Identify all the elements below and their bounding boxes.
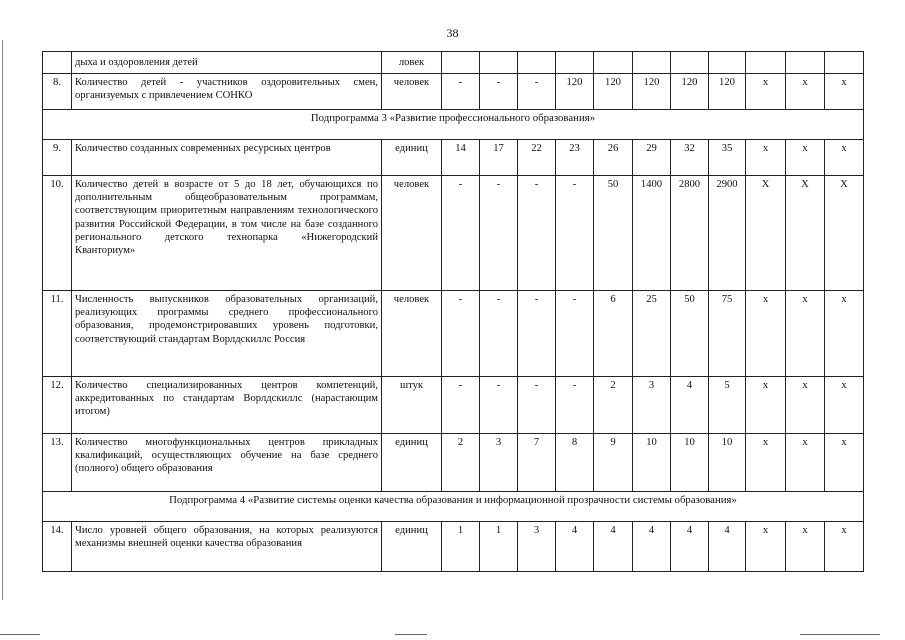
unit-of-measure: единиц — [382, 140, 442, 176]
indicator-value: - — [480, 74, 518, 110]
table-row — [43, 522, 864, 572]
indicator-value: 26 — [594, 140, 633, 176]
indicator-value: х — [786, 377, 825, 434]
indicator-value: х — [746, 140, 786, 176]
indicator-value: х — [786, 140, 825, 176]
indicator-value: - — [556, 176, 594, 291]
indicator-value: х — [825, 291, 864, 377]
indicator-value — [442, 52, 480, 74]
indicator-value: х — [786, 291, 825, 377]
indicator-value: 120 — [709, 74, 746, 110]
indicator-value: х — [825, 377, 864, 434]
indicator-value — [746, 52, 786, 74]
indicator-value — [594, 52, 633, 74]
indicator-value: 4 — [671, 522, 709, 572]
indicator-value: 2900 — [709, 176, 746, 291]
bottom-rule — [0, 634, 40, 635]
indicator-name: Количество многофункциональных центров прикладных квалификаций, осуществляющих обучение на базе среднего (полного) общего образования — [72, 434, 382, 492]
indicator-value: 120 — [671, 74, 709, 110]
table-row — [43, 140, 864, 176]
indicator-value — [518, 52, 556, 74]
indicator-value: - — [556, 291, 594, 377]
indicator-value: 9 — [594, 434, 633, 492]
indicator-value — [709, 52, 746, 74]
indicator-value — [480, 52, 518, 74]
left-margin-mark — [2, 40, 3, 600]
indicator-value: 50 — [671, 291, 709, 377]
indicator-value: - — [518, 377, 556, 434]
indicator-name: Количество детей - участников оздоровительных смен, организуемых с привлечением СОНКО — [72, 74, 382, 110]
indicator-value: 4 — [633, 522, 671, 572]
indicator-value: х — [786, 74, 825, 110]
indicator-value: 3 — [480, 434, 518, 492]
row-number: 8. — [43, 74, 72, 110]
unit-of-measure: ловек — [382, 52, 442, 74]
indicator-value: 1 — [442, 522, 480, 572]
row-number: 12. — [43, 377, 72, 434]
indicator-value: 2800 — [671, 176, 709, 291]
bottom-rule — [395, 634, 427, 635]
indicator-value: 14 — [442, 140, 480, 176]
indicator-value: Х — [746, 176, 786, 291]
indicator-name: Число уровней общего образования, на которых реализуются механизмы внешней оценки качества образования — [72, 522, 382, 572]
indicator-value: - — [442, 74, 480, 110]
page-number: 38 — [446, 26, 459, 40]
indicator-value: х — [746, 434, 786, 492]
indicator-value: - — [442, 377, 480, 434]
indicator-value: 1400 — [633, 176, 671, 291]
indicator-value — [825, 52, 864, 74]
indicator-value: 35 — [709, 140, 746, 176]
unit-of-measure: штук — [382, 377, 442, 434]
indicator-value: 75 — [709, 291, 746, 377]
subprogram-heading: Подпрограмма 4 «Развитие системы оценки качества образования и информационной прозрачности системы образования» — [43, 492, 864, 522]
indicator-value: - — [442, 176, 480, 291]
indicator-value: 17 — [480, 140, 518, 176]
indicator-value: х — [825, 434, 864, 492]
indicator-value: 7 — [518, 434, 556, 492]
indicator-value: 23 — [556, 140, 594, 176]
indicator-value: 120 — [633, 74, 671, 110]
indicator-value: х — [825, 522, 864, 572]
indicator-value: х — [825, 74, 864, 110]
indicator-value: 120 — [594, 74, 633, 110]
indicator-name: Количество детей в возрасте от 5 до 18 лет, обучающихся по дополнительным общеобразовательным программам, соответствующим приоритетным направлениям технологического развития Российской Федерации, в том числе на базе созданного регионального детского технопарка «Нижегородский Кванториум» — [72, 176, 382, 291]
indicator-value — [671, 52, 709, 74]
table-row — [43, 74, 864, 110]
table-row — [43, 176, 864, 291]
row-number: 9. — [43, 140, 72, 176]
indicator-value: Х — [786, 176, 825, 291]
indicator-value: 10 — [709, 434, 746, 492]
subprogram-heading: Подпрограмма 3 «Развитие профессионального образования» — [43, 110, 864, 140]
indicator-value: 1 — [480, 522, 518, 572]
indicator-value: 25 — [633, 291, 671, 377]
indicator-value: 29 — [633, 140, 671, 176]
indicator-value: - — [518, 291, 556, 377]
indicator-value: 120 — [556, 74, 594, 110]
unit-of-measure: человек — [382, 74, 442, 110]
table-row — [43, 291, 864, 377]
unit-of-measure: человек — [382, 291, 442, 377]
indicator-value: 4 — [556, 522, 594, 572]
indicator-value: - — [442, 291, 480, 377]
indicator-value: х — [746, 377, 786, 434]
indicators-table — [42, 51, 864, 572]
indicator-name: Численность выпускников образовательных организаций, реализующих программы среднего профессионального образования, продемонстрировавших уровень подготовки, соответствующий стандартам Ворлдскиллс Россия — [72, 291, 382, 377]
table-body — [43, 52, 864, 572]
indicator-value: х — [786, 434, 825, 492]
row-number: 14. — [43, 522, 72, 572]
indicator-value: х — [786, 522, 825, 572]
indicator-value: 4 — [709, 522, 746, 572]
indicator-value: - — [480, 176, 518, 291]
indicator-value: 3 — [633, 377, 671, 434]
indicator-value: 10 — [671, 434, 709, 492]
indicator-value: 32 — [671, 140, 709, 176]
indicator-value: 22 — [518, 140, 556, 176]
indicator-value: - — [480, 377, 518, 434]
indicator-value: 4 — [594, 522, 633, 572]
row-number: 10. — [43, 176, 72, 291]
unit-of-measure: единиц — [382, 522, 442, 572]
row-number — [43, 52, 72, 74]
indicator-value: 2 — [594, 377, 633, 434]
indicator-value: х — [746, 74, 786, 110]
row-number: 13. — [43, 434, 72, 492]
indicator-value: х — [746, 522, 786, 572]
table-row — [43, 52, 864, 74]
indicator-value: 3 — [518, 522, 556, 572]
indicator-value — [786, 52, 825, 74]
indicator-value: 2 — [442, 434, 480, 492]
row-number: 11. — [43, 291, 72, 377]
indicator-value: - — [518, 176, 556, 291]
indicator-value: х — [746, 291, 786, 377]
unit-of-measure: человек — [382, 176, 442, 291]
indicator-name: дыха и оздоровления детей — [72, 52, 382, 74]
indicator-value: - — [556, 377, 594, 434]
indicator-value: Х — [825, 176, 864, 291]
table-row — [43, 377, 864, 434]
indicator-value: 50 — [594, 176, 633, 291]
indicator-value: 5 — [709, 377, 746, 434]
indicator-value: 4 — [671, 377, 709, 434]
indicator-value: х — [825, 140, 864, 176]
section-row — [43, 492, 864, 522]
indicator-name: Количество созданных современных ресурсных центров — [72, 140, 382, 176]
indicator-value: 10 — [633, 434, 671, 492]
indicator-value: - — [480, 291, 518, 377]
table-row — [43, 434, 864, 492]
indicator-name: Количество специализированных центров компетенций, аккредитованных по стандартам Ворлдскиллс (нарастающим итогом) — [72, 377, 382, 434]
indicator-value: - — [518, 74, 556, 110]
unit-of-measure: единиц — [382, 434, 442, 492]
indicator-value: 8 — [556, 434, 594, 492]
indicator-value — [556, 52, 594, 74]
bottom-rule — [800, 634, 880, 635]
indicator-value: 6 — [594, 291, 633, 377]
section-row — [43, 110, 864, 140]
indicator-value — [633, 52, 671, 74]
